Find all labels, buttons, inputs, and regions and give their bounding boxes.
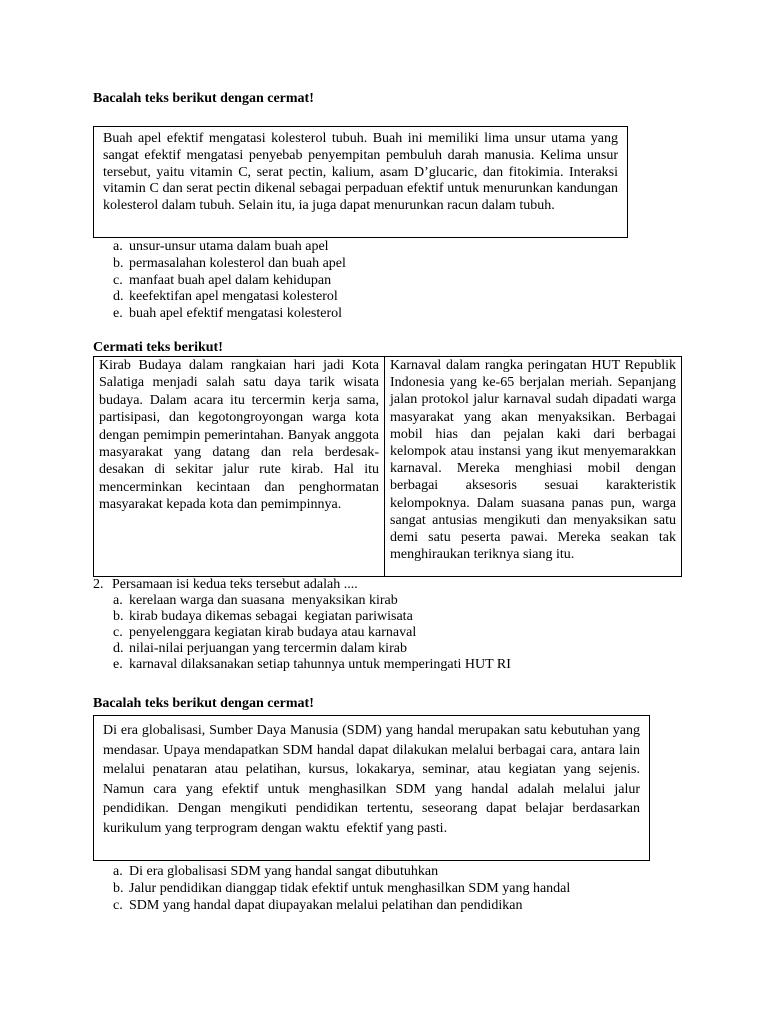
option-text: keefektifan apel mengatasi kolesterol bbox=[129, 289, 338, 305]
section3-passage: Di era globalisasi, Sumber Daya Manusia (SDM) yang handal merupakan satu kebutuhan yang mendasar. Upaya mendapatkan SDM handal dapat dilakukan melalui berbagai cara, antara lain melalui penataran atau pelatihan, kursus, lokakarya, seminar, atau kegiatan yang sejenis. Namun cara yang efektif untuk menghasilkan SDM yang handal adalah melalui jalur pendidikan. Dengan mengikuti pendidikan tertentu, seseorang dapat belajar berdasarkan kurikulum yang terprogram dengan waktu efektif yang pasti. bbox=[103, 723, 644, 836]
option-e[interactable] bbox=[113, 657, 511, 673]
option-text: penyelenggara kegiatan kirab budaya atau karnaval bbox=[129, 625, 417, 640]
table-left-cell bbox=[94, 357, 385, 576]
option-text: karnaval dilaksanakan setiap tahunnya untuk memperingati HUT RI bbox=[129, 657, 511, 672]
option-c[interactable] bbox=[113, 897, 570, 914]
section2-heading: Cermati teks berikut! bbox=[93, 340, 223, 355]
option-letter: a. bbox=[113, 239, 123, 254]
option-b[interactable] bbox=[113, 609, 511, 625]
section1-passage-box bbox=[93, 126, 628, 238]
option-text: permasalahan kolesterol dan buah apel bbox=[129, 255, 346, 271]
option-letter: d. bbox=[113, 641, 124, 656]
section2-comparison-table bbox=[93, 356, 682, 577]
option-a[interactable] bbox=[113, 863, 570, 880]
option-a[interactable] bbox=[113, 593, 511, 609]
section2-options bbox=[113, 593, 511, 673]
option-letter: b. bbox=[113, 609, 124, 624]
option-text: unsur-unsur utama dalam buah apel bbox=[129, 239, 329, 254]
question-text: Persamaan isi kedua teks tersebut adalah .... bbox=[112, 577, 358, 592]
section1-options bbox=[113, 239, 346, 323]
option-text: nilai-nilai perjuangan yang tercermin dalam kirab bbox=[129, 641, 407, 656]
option-text: Di era globalisasi SDM yang handal sangat dibutuhkan bbox=[129, 864, 439, 879]
option-text: SDM yang handal dapat diupayakan melalui pelatihan dan pendidikan bbox=[129, 898, 523, 913]
option-a[interactable] bbox=[113, 239, 346, 256]
option-letter: c. bbox=[113, 898, 123, 913]
option-d[interactable] bbox=[113, 289, 346, 306]
option-letter: c. bbox=[113, 625, 123, 640]
option-c[interactable] bbox=[113, 273, 346, 290]
option-letter: d. bbox=[113, 289, 124, 305]
section1-heading: Bacalah teks berikut dengan cermat! bbox=[93, 91, 314, 106]
option-letter: b. bbox=[113, 881, 124, 896]
table-right-cell bbox=[385, 357, 681, 576]
section3-options bbox=[113, 863, 570, 914]
left-passage: Kirab Budaya dalam rangkaian hari jadi Kota Salatiga menjadi salah satu daya tarik wisata budaya. Dalam acara itu tercermin kerja sama, partisipasi, dan kegotongroyongan warga kota dengan pemimpin pemerintahan. Banyak anggota masyarakat yang datang dan rela berdesak-desakan di sekitar jalur rute kirab. Hal itu mencerminkan kecintaan dan penghormatan masyarakat kepada kota dan pemimpinnya. bbox=[99, 358, 379, 513]
option-letter: e. bbox=[113, 306, 123, 322]
option-text: manfaat buah apel dalam kehidupan bbox=[129, 272, 332, 288]
section3-passage-box bbox=[93, 715, 650, 861]
option-b[interactable] bbox=[113, 256, 346, 273]
option-text: kirab budaya dikemas sebagai kegiatan pariwisata bbox=[129, 609, 413, 624]
section3-heading: Bacalah teks berikut dengan cermat! bbox=[93, 696, 314, 711]
option-c[interactable] bbox=[113, 625, 511, 641]
option-letter: a. bbox=[113, 864, 123, 879]
option-b[interactable] bbox=[113, 880, 570, 897]
option-letter: a. bbox=[113, 593, 123, 608]
question-2 bbox=[93, 577, 358, 593]
section1-passage: Buah apel efektif mengatasi kolesterol tubuh. Buah ini memiliki lima unsur utama yang sangat efektif mengatasi penyebab penyempitan pembuluh darah manusia. Kelima unsur tersebut, yaitu vitamin C, serat pectin, kalium, asam D’glucaric, dan fitokimia. Interaksi vitamin C dan serat pectin dikenal sebagai perpaduan efektif untuk menurunkan kandungan kolesterol dalam tubuh. Selain itu, ia juga dapat menurunkan racun dalam tubuh. bbox=[103, 131, 618, 214]
option-letter: c. bbox=[113, 272, 123, 288]
option-text: buah apel efektif mengatasi kolesterol bbox=[129, 306, 343, 322]
right-passage: Karnaval dalam rangka peringatan HUT Republik Indonesia yang ke-65 berjalan meriah. Sepanjang jalan protokol jalur karnaval sudah dipadati warga masyarakat yang akan menyaksikan. Berbagai mobil hias dan pejalan kaki dari berbagai kelompok atau instansi yang ikut menyemarakkan karnaval. Mereka menghiasi mobil dengan berbagai aksesoris sesuai karakteristik kelompoknya. Dalam suasana panas pun, warga sangat antusias mengikuti dan menyaksikan satu demi satu peserta pawai. Mereka seakan tak menghiraukan teriknya siang itu. bbox=[390, 358, 676, 563]
option-d[interactable] bbox=[113, 641, 511, 657]
option-text: Jalur pendidikan dianggap tidak efektif untuk menghasilkan SDM yang handal bbox=[129, 881, 571, 896]
option-e[interactable] bbox=[113, 306, 346, 323]
question-number: 2. bbox=[93, 577, 104, 592]
option-letter: e. bbox=[113, 657, 123, 672]
option-letter: b. bbox=[113, 255, 124, 271]
option-text: kerelaan warga dan suasana menyaksikan kirab bbox=[129, 593, 398, 608]
